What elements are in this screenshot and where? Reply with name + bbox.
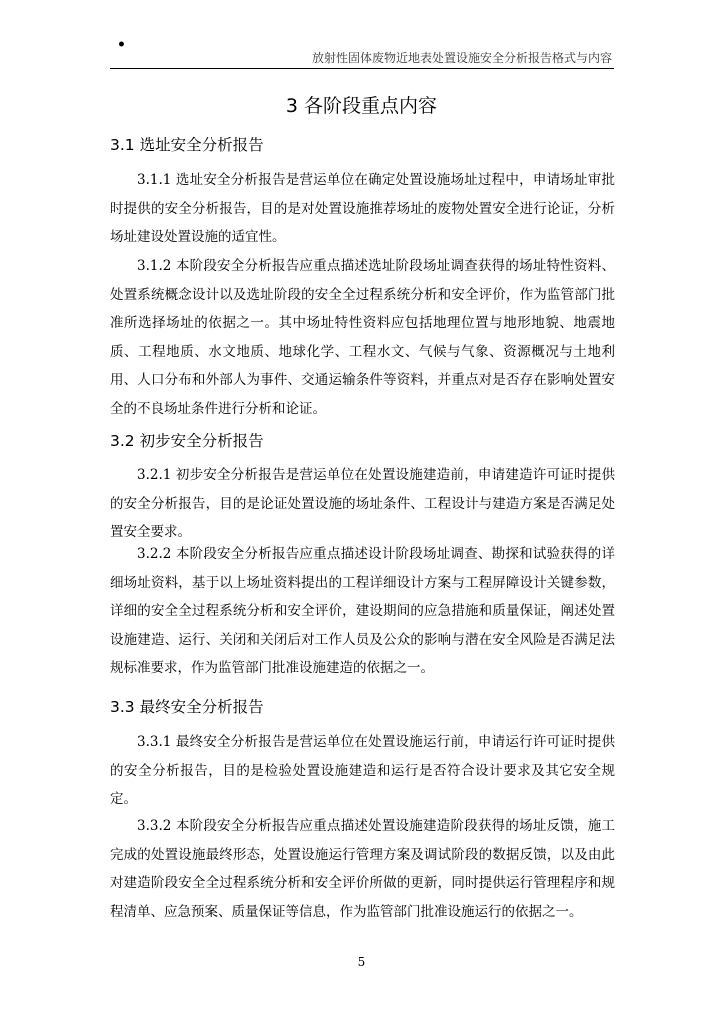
running-header: 放射性固体废物近地表处置设施安全分析报告格式与内容 — [311, 51, 612, 65]
page-number: 5 — [357, 955, 366, 969]
section-heading-3-3: 3.3 最终安全分析报告 — [110, 698, 264, 716]
section-heading-3-2: 3.2 初步安全分析报告 — [110, 432, 264, 450]
paragraph-3-3-1: 3.3.1 最终安全分析报告是营运单位在处置设施运行前，申请运行许可证时提供的安全分析报告，目的是检验处置设施建造和运行是否符合设计要求及其它安全规定。 — [110, 734, 615, 807]
paragraph-3-3-2: 3.3.2 本阶段安全分析报告应重点描述处置设施建造阶段获得的场址反馈，施工完成的处置设施最终形态，处置设施运行管理方案及调试阶段的数据反馈，以及由此对建造阶段安全全过程系统分析和安全评价所做的更新，同时提供运行管理程序和规程清单、应急预案、质量保证等信息，作为监管部门批准设施运行的依据之一。 — [110, 818, 615, 920]
paragraph-3-1-1: 3.1.1 选址安全分析报告是营运单位在确定处置设施场址过程中，申请场址审批时提供的安全分析报告，目的是对处置设施推荐场址的废物处置安全进行论证，分析场址建设处置设施的适宜性。 — [110, 172, 615, 245]
paragraph-3-1-2: 3.1.2 本阶段安全分析报告应重点描述选址阶段场址调查获得的场址特性资料、处置系统概念设计以及选址阶段的安全全过程系统分析和安全评价，作为监管部门批准所选择场址的依据之一。其中场址特性资料应包括地理位置与地形地貌、地震地质、工程地质、水文地质、地球化学、工程水文、气候与气象、资源概况与土地利用、人口分布和外部人为事件、交通运输条件等资料，并重点对是否存在影响处置安全的不良场址条件进行分析和论证。 — [110, 258, 615, 417]
paragraph-3-2-1: 3.2.1 初步安全分析报告是营运单位在处置设施建造前，申请建造许可证时提供的安全分析报告，目的是论证处置设施的场址条件、工程设计与建造方案是否满足处置安全要求。 — [110, 467, 615, 540]
header-bullet: • — [117, 37, 126, 53]
paragraph-3-2-2: 3.2.2 本阶段安全分析报告应重点描述设计阶段场址调查、勘探和试验获得的详细场址资料，基于以上场址资料提出的工程详细设计方案与工程屏障设计关键参数，详细的安全全过程系统分析和安全评价，建设期间的应急措施和质量保证，阐述处置设施建造、运行、关闭和关闭后对工作人员及公众的影响与潜在安全风险是否满足法规标准要求，作为监管部门批准设施建造的依据之一。 — [110, 546, 615, 676]
chapter-title: 3 各阶段重点内容 — [285, 95, 438, 117]
header-rule — [110, 68, 614, 69]
section-heading-3-1: 3.1 选址安全分析报告 — [110, 136, 264, 154]
